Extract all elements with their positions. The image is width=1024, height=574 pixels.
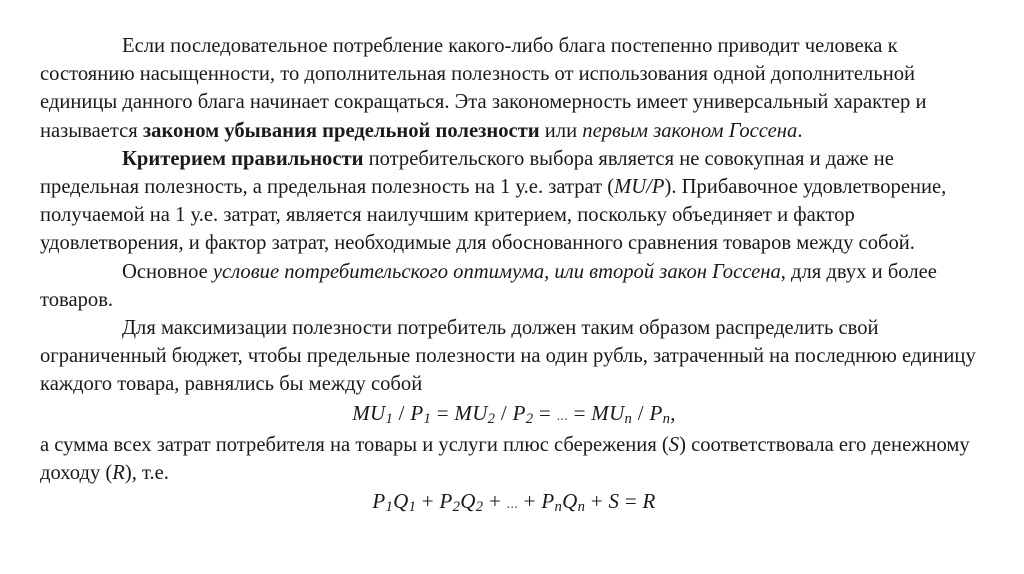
term-mu-p: MU/P: [614, 176, 665, 199]
text: Если последовательное потребление какого-либо блага постепенно приводит человека к состоянию насыщенности, то дополнительная полезность от использования одной дополнительной единицы данного блага начинает сокращаться. Эта закономерность имеет универсальный характер и называется: [40, 35, 927, 142]
formula-budget-constraint: $P_1Q_1 + P_2Q_2$ + ... + $P_nQ_n + S = R$: [372, 489, 656, 516]
term-savings: S: [668, 433, 680, 456]
paragraph-law-diminishing-utility: [40, 32, 988, 145]
text: ). Прибавочное удовлетворение, получаемой на 1 у.е. затрат, является наилучшим критерием, поскольку объединяет и фактор удовлетворения, и фактор затрат, необходимые для обоснованного сравнения товаров между собой.: [40, 176, 947, 255]
paragraph-optimum-condition: [40, 258, 988, 314]
document-body: [40, 32, 988, 519]
text: Для максимизации полезности потребитель должен таким образом распределить свой ограниченный бюджет, чтобы предельные полезности на один рубль, затраченный на последнюю единицу каждого товара, равнялись бы между собой: [40, 317, 976, 396]
formula-equimarginal: $MU_1 / P_1 = MU_2 / P_2$ = ... = $MU_n / P_n$,: [352, 400, 676, 427]
text: .: [797, 119, 803, 142]
term-criterion: Критерием правильности: [122, 147, 364, 170]
text: а сумма всех затрат потребителя на товары и услуги плюс сбережения (: [40, 433, 669, 456]
paragraph-maximization: [40, 314, 988, 399]
text: или: [539, 119, 583, 142]
term-first-gossen-law: первым законом Госсена: [582, 119, 798, 142]
paragraph-budget: [40, 431, 988, 487]
term-second-gossen-law: условие потребительского оптимума, или второй закон Госсена: [212, 260, 781, 283]
term-law-diminishing-utility: законом убывания предельной полезности: [142, 119, 540, 142]
text: , для двух и более товаров.: [40, 260, 937, 311]
text: потребительского выбора является не совокупная и даже не предельная полезность, а предельная полезность на 1 у.е. затрат (: [40, 147, 894, 199]
text: ), т.е.: [124, 462, 169, 485]
term-income: R: [112, 462, 125, 485]
paragraph-criterion: [40, 145, 988, 258]
text: Основное: [122, 260, 213, 283]
text: ) соответствовала его денежному доходу (: [40, 433, 970, 485]
